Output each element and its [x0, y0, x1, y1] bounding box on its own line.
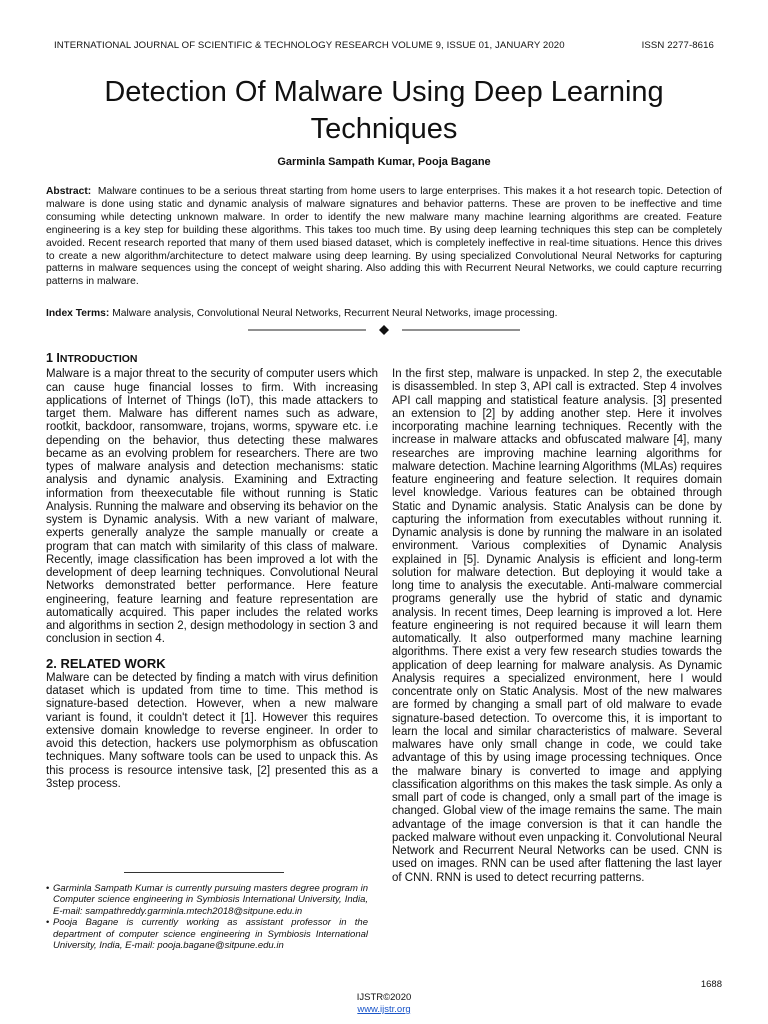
- intro-paragraph: Malware is a major threat to the security of computer users which can cause huge financial losses to firm. With increasing applications of Internet of Things (IoT), this made attackers to target them. Malware has different names such as adware, rootkit, backdoor, ransomware, trojans, worms, spyware etc. i.e depending on the behavior, thus detecting these malwares became as an evolving problem for researchers. There are two types of malware analysis and detection mechanisms: static analysis and dynamic analysis. Examining and Extracting information from theexecutable file without running is Static Analysis. Running the malware and observing its behavior on the system is Dynamic analysis. With a new variant of malware, experts generally analyze the sample manually or create a program that can match with similarity of this class of malware. Recently, image classification has been improved a lot with the development of deep learning techniques. Convolutional Neural Networks demonstrated better performance. Here feature engineering, feature learning and feature representation are automatically acquired. This paper includes the related works and algorithms in section 2, design methodology in section 3 and conclusion in section 4.: [46, 368, 378, 646]
- journal-link[interactable]: www.ijstr.org: [357, 1004, 411, 1015]
- bullet-icon: •: [46, 917, 50, 929]
- abstract: [46, 186, 722, 289]
- page-number: 1688: [700, 979, 722, 990]
- abstract-label: Abstract:: [46, 186, 92, 197]
- footnote-item: • Pooja Bagane is currently working as assistant professor in the department of computer science engineering in Symbiosis International University, India, E-mail: pooja.bagane@sitpune.edu.in: [46, 917, 368, 952]
- footnote-item: • Garminla Sampath Kumar is currently pursuing masters degree program in Computer science engineering in Symbiosis International University, India, E-mail: sampathreddy.garminla.mtech2018@sitpune.edu.in: [46, 883, 368, 917]
- intro-heading: 1 INTRODUCTION: [46, 351, 138, 365]
- index-terms-text: Malware analysis, Convolutional Neural Networks, Recurrent Neural Networks, image processing.: [112, 308, 558, 319]
- right-column-paragraph: In the first step, malware is unpacked. In step 2, the executable is disassembled. In step 3, API call is extracted. Step 4 involves API call mapping and statistical feature analysis. [3] presented an extension to [2] by adding another step. Here it involves incorporating machine learning techniques. Recently with the increase in malware attacks and obfuscated malware [4], many researches are improving machine learning algorithms for malware detection. Machine learning Algorithms (MLAs) requires feature engineering and feature selection. It requires domain level knowledge. Various features can be obtained through Static and Dynamic analysis. Static Analysis can be done by capturing the information from executables without running it. Dynamic analysis is done by running the malware in an isolated environment. Various complexities of Dynamic Analysis explained in [5]. Dynamic Analysis is efficient and long-term solution for malware detection. But deploying it would take a long time to analysis the executable. Anti-malware commercial programs generally use the hybrid of static and dynamic analysis. In recent times, Deep learning is improved a lot. Here feature engineering is not required because it will learn them automatically. It also outperformed many machine learning algorithms. There exist a very few research studies towards the application of deep learning for malware analysis. As Dynamic Analysis requires a specialized environment, here I would concentrate only on Static Analysis. Most of the new malwares are formed by changing a small part of old malware to evade signature-based detection. To overcome this, it is important to learn the local and similar characteristics of malware. Several malwares have only small change in code, we could take advantage of this by using image processing techniques. Once the malware binary is converted to image and applying classification algorithms on this makes the task simple. As only a small part of code is changed, only a small part of the image is changed. Global view of the image remains the same. The main advantage of the image conversion is that it can handle the packed malware without even unpacking it. Convolutional Neural Network and Recurrent Neural Networks can be used. CNN is used on images. RNN can be used after flattening the last layer of CNN. RNN is used to detect recurring patterns.: [392, 368, 722, 884]
- right-column: [392, 368, 722, 885]
- left-column: [46, 352, 378, 791]
- section-divider: [248, 323, 520, 337]
- footer-url-wrap: [0, 1004, 768, 1015]
- footnote-rule: [124, 872, 284, 873]
- bullet-icon: •: [46, 883, 50, 894]
- related-work-heading: 2. RELATED WORK: [46, 655, 166, 671]
- related-work-paragraph: Malware can be detected by finding a match with virus definition dataset which is updated from time to time. This method is signature-based detection. However, when a new malware variant is found, it couldn't detect it [1]. However this requires extensive domain knowledge to reverse engineer. In order to avoid this detection, hackers use polymorphism as obfuscation techniques. Many software tools can be used to unpack this. As this process is resource intensive task, [2] presented this as a 3step process.: [46, 671, 378, 790]
- paper-title: Detection Of Malware Using Deep Learning Techniques: [104, 76, 664, 145]
- index-terms: [46, 308, 722, 319]
- copyright: IJSTR©2020: [356, 992, 412, 1003]
- index-terms-label: Index Terms:: [46, 308, 110, 319]
- footnotes: [46, 883, 368, 951]
- issn-label: ISSN 2277-8616: [641, 40, 714, 51]
- abstract-text: Malware continues to be a serious threat starting from home users to large enterprises. This makes it a hot research topic. Detection of malware is done using static and dynamic analysis of malware signatures and behavior patterns. These are proven to be ineffective and time consuming while detecting unknown malware. In order to identify the new malware many machine learning algorithms are created. Feature engineering is a key step for building these algorithms. This takes too much time. By using deep learning techniques this step can be completely avoided. Recent research reported that many of them used biased dataset, which is completely ineffective in real-time situations. Hence this drives to create a new algorithm/architecture to detect malware using deep learning. By using specialized Convolutional Neural Networks for capturing patterns in malware sequences using the concept of weight sharing. Also adding this with Recurrent Neural Networks, we could capture recurring patterns in malware.: [46, 186, 722, 288]
- journal-header: INTERNATIONAL JOURNAL OF SCIENTIFIC & TECHNOLOGY RESEARCH VOLUME 9, ISSUE 01, JANUARY 2020: [54, 40, 565, 51]
- author-list: Garminla Sampath Kumar, Pooja Bagane: [277, 156, 491, 168]
